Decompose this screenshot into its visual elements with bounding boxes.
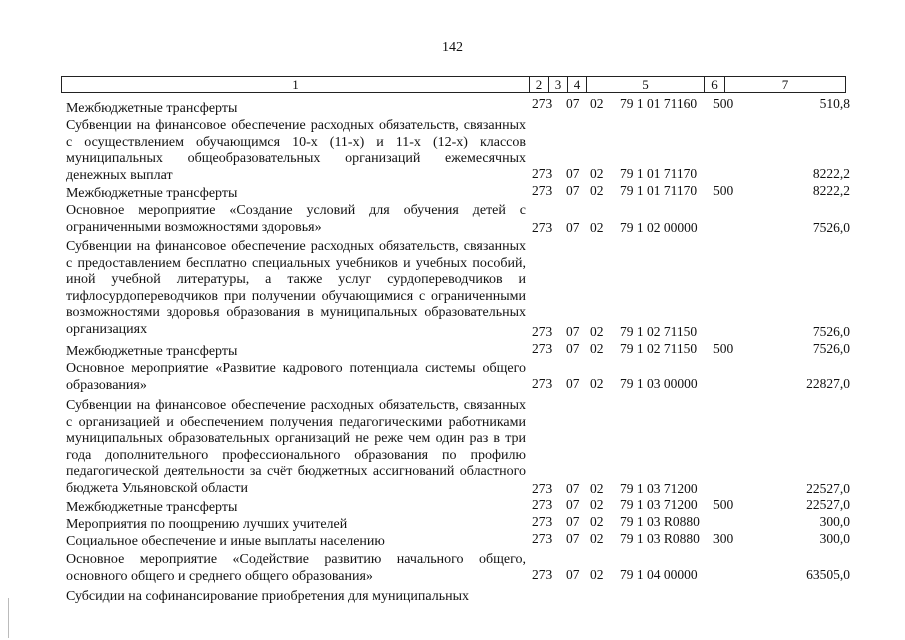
row-pr: 02 (590, 497, 604, 512)
row-description: Субвенции на финансовое обеспечение расходных обязательств, связанных с осуществлением обучающимся 10-х (11-х) и 11-х (12-х) классов муниципальных общеобразовательных организаций ежемесячных денежных выплат (66, 118, 526, 183)
row-csr: 79 1 01 71160 (620, 96, 698, 111)
row-rz: 07 (566, 220, 580, 235)
row-description: Основное мероприятие «Развитие кадрового потенциала системы общего образования» (66, 361, 526, 393)
row-sum: 510,8 (819, 96, 850, 111)
row-csr: 79 1 02 71150 (620, 324, 698, 339)
row-pr: 02 (590, 531, 604, 546)
row-sum: 22527,0 (806, 481, 850, 496)
row-sum: 8222,2 (812, 166, 850, 181)
row-ved: 273 (532, 166, 553, 181)
header-col-2: 2 (530, 77, 549, 92)
row-rz: 07 (566, 96, 580, 111)
row-rz: 07 (566, 481, 580, 496)
row-sum: 63505,0 (806, 567, 850, 582)
row-vr: 500 (713, 183, 734, 198)
row-pr: 02 (590, 96, 604, 111)
row-csr: 79 1 02 00000 (620, 220, 698, 235)
row-pr: 02 (590, 567, 604, 582)
row-vr: 500 (713, 497, 734, 512)
row-ved: 273 (532, 376, 553, 391)
row-description: Субвенции на финансовое обеспечение расходных обязательств, связанных с предоставлением бесплатно специальных учебников и учебных пособий, иной учебной литературы, а также услуг сурдопереводчиков и тифлосурдопереводчиков при получении обучающимися с ограниченными возможностями здоровья образования в муниципальных образовательных организациях (66, 239, 526, 337)
row-ved: 273 (532, 497, 553, 512)
row-ved: 273 (532, 567, 553, 582)
row-csr: 79 1 03 71200 (620, 497, 698, 512)
row-description: Социальное обеспечение и иные выплаты населению (66, 534, 385, 549)
row-vr: 500 (713, 96, 734, 111)
row-sum: 7526,0 (812, 324, 850, 339)
row-rz: 07 (566, 497, 580, 512)
row-description: Основное мероприятие «Содействие развитию начального общего, основного общего и среднего общего образования» (66, 552, 526, 584)
row-rz: 07 (566, 341, 580, 356)
page-number: 142 (442, 40, 463, 55)
row-description: Основное мероприятие «Создание условий для обучения детей с ограниченными возможностями здоровья» (66, 203, 526, 235)
row-csr: 79 1 03 R0880 (620, 531, 700, 546)
row-sum: 22527,0 (806, 497, 850, 512)
row-ved: 273 (532, 514, 553, 529)
row-sum: 300,0 (819, 514, 850, 529)
row-description: Субвенции на финансовое обеспечение расходных обязательств, связанных с организацией и обеспечением получения педагогическими работниками муниципальных образовательных организаций не реже чем один раз в три года дополнительного профессионального образования по профилю педагогической деятельности за счёт бюджетных ассигнований областного бюджета Ульяновской области (66, 398, 526, 496)
row-ved: 273 (532, 96, 553, 111)
row-csr: 79 1 02 71150 (620, 341, 698, 356)
table-header (61, 76, 846, 93)
row-rz: 07 (566, 531, 580, 546)
header-col-7: 7 (781, 77, 789, 92)
header-col-5: 5 (587, 77, 705, 92)
header-col-1: 1 (62, 77, 530, 92)
row-rz: 07 (566, 183, 580, 198)
row-pr: 02 (590, 220, 604, 235)
row-sum: 22827,0 (806, 376, 850, 391)
row-csr: 79 1 03 R0880 (620, 514, 700, 529)
row-vr: 300 (713, 531, 734, 546)
row-description: Межбюджетные трансферты (66, 344, 238, 359)
row-description: Межбюджетные трансферты (66, 500, 238, 515)
row-ved: 273 (532, 220, 553, 235)
row-description: Межбюджетные трансферты (66, 186, 238, 201)
header-col-4: 4 (568, 77, 587, 92)
row-pr: 02 (590, 166, 604, 181)
header-col-6: 6 (705, 77, 725, 92)
row-sum: 7526,0 (812, 341, 850, 356)
row-pr: 02 (590, 481, 604, 496)
row-rz: 07 (566, 514, 580, 529)
row-description: Мероприятия по поощрению лучших учителей (66, 517, 348, 532)
row-pr: 02 (590, 341, 604, 356)
row-pr: 02 (590, 324, 604, 339)
row-description: Субсидии на софинансирование приобретения для муниципальных (66, 589, 470, 604)
row-ved: 273 (532, 183, 553, 198)
row-pr: 02 (590, 514, 604, 529)
row-rz: 07 (566, 166, 580, 181)
row-csr: 79 1 03 71200 (620, 481, 698, 496)
scan-edge-mark (8, 598, 9, 638)
row-ved: 273 (532, 341, 553, 356)
row-vr: 500 (713, 341, 734, 356)
row-rz: 07 (566, 567, 580, 582)
row-sum: 8222,2 (812, 183, 850, 198)
header-col-3: 3 (549, 77, 568, 92)
row-csr: 79 1 04 00000 (620, 567, 698, 582)
row-rz: 07 (566, 376, 580, 391)
row-ved: 273 (532, 481, 553, 496)
row-ved: 273 (532, 324, 553, 339)
row-csr: 79 1 03 00000 (620, 376, 698, 391)
row-ved: 273 (532, 531, 553, 546)
row-pr: 02 (590, 183, 604, 198)
row-sum: 7526,0 (812, 220, 850, 235)
row-sum: 300,0 (819, 531, 850, 546)
row-csr: 79 1 01 71170 (620, 166, 698, 181)
row-description: Межбюджетные трансферты (66, 101, 238, 116)
row-csr: 79 1 01 71170 (620, 183, 698, 198)
row-rz: 07 (566, 324, 580, 339)
row-pr: 02 (590, 376, 604, 391)
